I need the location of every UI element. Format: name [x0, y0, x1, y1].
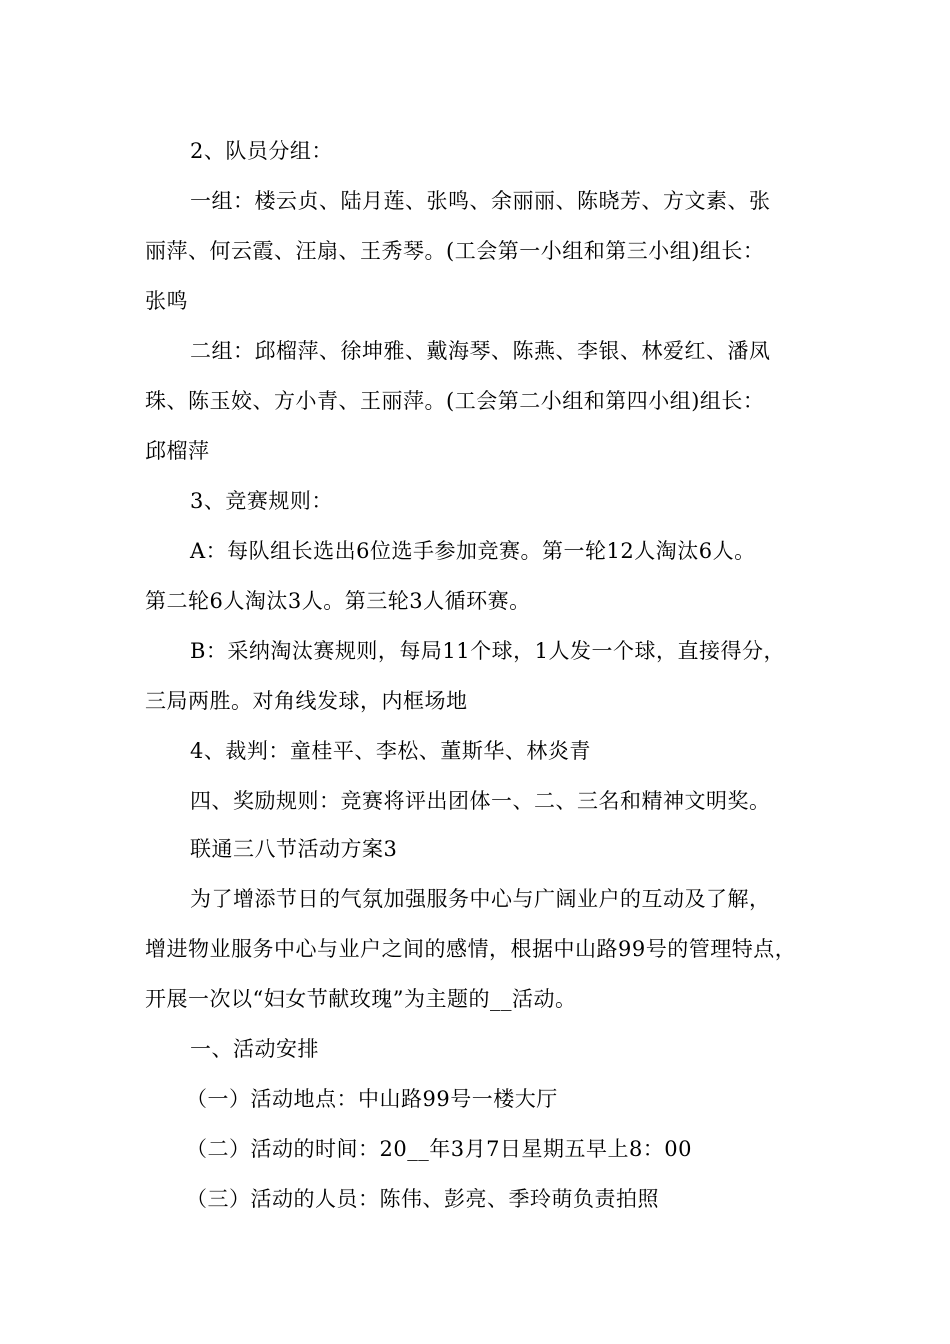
paragraph-line: 丽萍、何云霞、汪扇、王秀琴。(工会第一小组和第三小组)组长： — [145, 239, 765, 263]
paragraph-line: B：采纳淘汰赛规则，每局11个球，1人发一个球，直接得分， — [190, 639, 786, 663]
section-heading-referees: 4、裁判：童桂平、李松、董斯华、林炎青 — [190, 739, 591, 763]
paragraph-line: 开展一次以“妇女节献玫瑰”为主题的__活动。 — [145, 987, 577, 1011]
section-heading-rules: 3、竞赛规则： — [190, 489, 333, 513]
paragraph-line: 增进物业服务中心与业户之间的感情，根据中山路99号的管理特点， — [145, 937, 797, 961]
section-heading-arrangement: 一、活动安排 — [190, 1037, 319, 1061]
section-heading-grouping: 2、队员分组： — [190, 139, 333, 163]
paragraph-line: A：每队组长选出6位选手参加竞赛。第一轮12人淘汰6人。 — [190, 539, 756, 563]
document-title: 联通三八节活动方案3 — [190, 837, 398, 861]
paragraph-line: 邱榴萍 — [145, 439, 210, 463]
list-item: （三）活动的人员：陈伟、彭亮、季玲萌负责拍照 — [186, 1187, 659, 1211]
paragraph-line: 珠、陈玉姣、方小青、王丽萍。(工会第二小组和第四小组)组长： — [145, 389, 765, 413]
list-item: （一）活动地点：中山路99号一楼大厅 — [186, 1087, 558, 1111]
paragraph-line: 二组：邱榴萍、徐坤雅、戴海琴、陈燕、李银、林爱红、潘凤 — [190, 339, 771, 363]
paragraph-line: 为了增添节日的气氛加强服务中心与广阔业户的互动及了解， — [190, 887, 771, 911]
paragraph-line: 第二轮6人淘汰3人。第三轮3人循环赛。 — [145, 589, 531, 613]
section-heading-awards: 四、奖励规则：竞赛将评出团体一、二、三名和精神文明奖。 — [190, 789, 771, 813]
paragraph-line: 三局两胜。对角线发球，内框场地 — [145, 689, 468, 713]
paragraph-line: 张鸣 — [145, 289, 188, 313]
paragraph-line: 一组：楼云贞、陆月莲、张鸣、余丽丽、陈晓芳、方文素、张 — [190, 189, 771, 213]
list-item: （二）活动的时间：20__年3月7日星期五早上8：00 — [186, 1137, 693, 1161]
